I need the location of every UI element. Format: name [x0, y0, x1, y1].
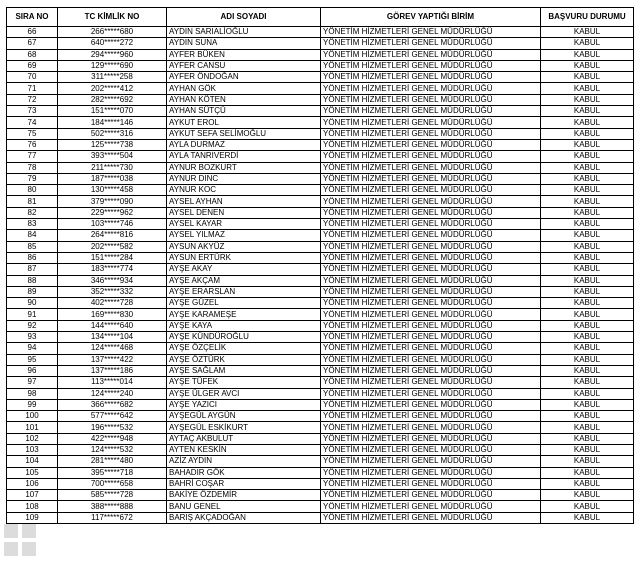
cell-adi-soyadi: BAKİYE ÖZDEMİR	[167, 490, 321, 501]
cell-gorev-birim: YÖNETİM HİZMETLERİ GENEL MÜDÜRLÜĞÜ	[321, 490, 541, 501]
cell-sira-no: 77	[7, 151, 58, 162]
cell-basvuru-durumu: KABUL	[541, 456, 634, 467]
cell-gorev-birim: YÖNETİM HİZMETLERİ GENEL MÜDÜRLÜĞÜ	[321, 286, 541, 297]
cell-gorev-birim: YÖNETİM HİZMETLERİ GENEL MÜDÜRLÜĞÜ	[321, 60, 541, 71]
cell-adi-soyadi: AYŞE GÜZEL	[167, 298, 321, 309]
cell-basvuru-durumu: KABUL	[541, 162, 634, 173]
cell-tc-kimlik-no: 144*****640	[58, 320, 167, 331]
cell-sira-no: 75	[7, 128, 58, 139]
cell-tc-kimlik-no: 422*****948	[58, 433, 167, 444]
cell-basvuru-durumu: KABUL	[541, 139, 634, 150]
cell-tc-kimlik-no: 113*****014	[58, 377, 167, 388]
cell-adi-soyadi: AYSEL AYHAN	[167, 196, 321, 207]
cell-adi-soyadi: AYŞE TÜFEK	[167, 377, 321, 388]
cell-adi-soyadi: AYKUT EROL	[167, 117, 321, 128]
cell-sira-no: 91	[7, 309, 58, 320]
cell-gorev-birim: YÖNETİM HİZMETLERİ GENEL MÜDÜRLÜĞÜ	[321, 230, 541, 241]
cell-basvuru-durumu: KABUL	[541, 490, 634, 501]
cell-basvuru-durumu: KABUL	[541, 320, 634, 331]
cell-sira-no: 95	[7, 354, 58, 365]
cell-gorev-birim: YÖNETİM HİZMETLERİ GENEL MÜDÜRLÜĞÜ	[321, 241, 541, 252]
cell-gorev-birim: YÖNETİM HİZMETLERİ GENEL MÜDÜRLÜĞÜ	[321, 173, 541, 184]
cell-adi-soyadi: AYDIN SARIALİOĞLU	[167, 27, 321, 38]
cell-basvuru-durumu: KABUL	[541, 117, 634, 128]
cell-gorev-birim: YÖNETİM HİZMETLERİ GENEL MÜDÜRLÜĞÜ	[321, 411, 541, 422]
cell-gorev-birim: YÖNETİM HİZMETLERİ GENEL MÜDÜRLÜĞÜ	[321, 49, 541, 60]
cell-tc-kimlik-no: 229*****962	[58, 207, 167, 218]
table-row	[7, 388, 634, 399]
header-tc-kimlik-no: TC KİMLİK NO	[58, 8, 167, 27]
cell-sira-no: 85	[7, 241, 58, 252]
table-row	[7, 467, 634, 478]
cell-gorev-birim: YÖNETİM HİZMETLERİ GENEL MÜDÜRLÜĞÜ	[321, 151, 541, 162]
cell-gorev-birim: YÖNETİM HİZMETLERİ GENEL MÜDÜRLÜĞÜ	[321, 501, 541, 512]
cell-sira-no: 78	[7, 162, 58, 173]
cell-adi-soyadi: AYTEN KESKİN	[167, 444, 321, 455]
cell-gorev-birim: YÖNETİM HİZMETLERİ GENEL MÜDÜRLÜĞÜ	[321, 252, 541, 263]
cell-basvuru-durumu: KABUL	[541, 411, 634, 422]
table-row	[7, 139, 634, 150]
cell-adi-soyadi: AYFER ÖNDOĞAN	[167, 72, 321, 83]
table-row	[7, 83, 634, 94]
cell-sira-no: 80	[7, 185, 58, 196]
cell-gorev-birim: YÖNETİM HİZMETLERİ GENEL MÜDÜRLÜĞÜ	[321, 444, 541, 455]
cell-gorev-birim: YÖNETİM HİZMETLERİ GENEL MÜDÜRLÜĞÜ	[321, 219, 541, 230]
cell-gorev-birim: YÖNETİM HİZMETLERİ GENEL MÜDÜRLÜĞÜ	[321, 275, 541, 286]
cell-gorev-birim: YÖNETİM HİZMETLERİ GENEL MÜDÜRLÜĞÜ	[321, 343, 541, 354]
cell-gorev-birim: YÖNETİM HİZMETLERİ GENEL MÜDÜRLÜĞÜ	[321, 207, 541, 218]
cell-basvuru-durumu: KABUL	[541, 377, 634, 388]
table-row	[7, 512, 634, 523]
cell-basvuru-durumu: KABUL	[541, 83, 634, 94]
cell-gorev-birim: YÖNETİM HİZMETLERİ GENEL MÜDÜRLÜĞÜ	[321, 117, 541, 128]
cell-adi-soyadi: AYNUR DINC	[167, 173, 321, 184]
cell-sira-no: 73	[7, 106, 58, 117]
cell-tc-kimlik-no: 202*****582	[58, 241, 167, 252]
cell-tc-kimlik-no: 402*****728	[58, 298, 167, 309]
cell-tc-kimlik-no: 124*****532	[58, 444, 167, 455]
header-basvuru-durumu: BAŞVURU DURUMU	[541, 8, 634, 27]
cell-adi-soyadi: AYHAN KÖTEN	[167, 94, 321, 105]
cell-adi-soyadi: AYŞE AKAY	[167, 264, 321, 275]
cell-tc-kimlik-no: 388*****888	[58, 501, 167, 512]
cell-adi-soyadi: AZİZ AYDIN	[167, 456, 321, 467]
cell-sira-no: 67	[7, 38, 58, 49]
cell-sira-no: 100	[7, 411, 58, 422]
cell-tc-kimlik-no: 282*****692	[58, 94, 167, 105]
cell-gorev-birim: YÖNETİM HİZMETLERİ GENEL MÜDÜRLÜĞÜ	[321, 422, 541, 433]
cell-sira-no: 66	[7, 27, 58, 38]
cell-gorev-birim: YÖNETİM HİZMETLERİ GENEL MÜDÜRLÜĞÜ	[321, 467, 541, 478]
cell-adi-soyadi: BAHRİ COŞAR	[167, 478, 321, 489]
cell-gorev-birim: YÖNETİM HİZMETLERİ GENEL MÜDÜRLÜĞÜ	[321, 185, 541, 196]
cell-adi-soyadi: AYHAN GÖK	[167, 83, 321, 94]
table-row	[7, 422, 634, 433]
cell-adi-soyadi: AYŞEGÜL ESKİKURT	[167, 422, 321, 433]
cell-adi-soyadi: AYSUN ERTÜRK	[167, 252, 321, 263]
cell-adi-soyadi: AYŞE AKÇAM	[167, 275, 321, 286]
table-body	[7, 27, 634, 524]
table-row	[7, 478, 634, 489]
cell-gorev-birim: YÖNETİM HİZMETLERİ GENEL MÜDÜRLÜĞÜ	[321, 512, 541, 523]
cell-adi-soyadi: AYLA DURMAZ	[167, 139, 321, 150]
table-row	[7, 49, 634, 60]
cell-tc-kimlik-no: 294*****960	[58, 49, 167, 60]
cell-basvuru-durumu: KABUL	[541, 467, 634, 478]
cell-tc-kimlik-no: 379*****090	[58, 196, 167, 207]
cell-tc-kimlik-no: 137*****186	[58, 365, 167, 376]
cell-tc-kimlik-no: 502*****316	[58, 128, 167, 139]
cell-sira-no: 72	[7, 94, 58, 105]
cell-basvuru-durumu: KABUL	[541, 388, 634, 399]
cell-sira-no: 93	[7, 332, 58, 343]
cell-gorev-birim: YÖNETİM HİZMETLERİ GENEL MÜDÜRLÜĞÜ	[321, 38, 541, 49]
cell-adi-soyadi: BARIŞ AKÇADOĞAN	[167, 512, 321, 523]
cell-basvuru-durumu: KABUL	[541, 72, 634, 83]
table-row	[7, 411, 634, 422]
cell-sira-no: 108	[7, 501, 58, 512]
cell-sira-no: 83	[7, 219, 58, 230]
cell-adi-soyadi: AYŞE KÜNDÜROĞLU	[167, 332, 321, 343]
cell-basvuru-durumu: KABUL	[541, 309, 634, 320]
cell-gorev-birim: YÖNETİM HİZMETLERİ GENEL MÜDÜRLÜĞÜ	[321, 388, 541, 399]
table-row	[7, 399, 634, 410]
cell-sira-no: 71	[7, 83, 58, 94]
cell-basvuru-durumu: KABUL	[541, 252, 634, 263]
cell-tc-kimlik-no: 311*****258	[58, 72, 167, 83]
table-row	[7, 298, 634, 309]
cell-sira-no: 74	[7, 117, 58, 128]
cell-basvuru-durumu: KABUL	[541, 478, 634, 489]
cell-basvuru-durumu: KABUL	[541, 94, 634, 105]
cell-tc-kimlik-no: 187*****038	[58, 173, 167, 184]
table-row	[7, 196, 634, 207]
cell-tc-kimlik-no: 211*****730	[58, 162, 167, 173]
table-row	[7, 343, 634, 354]
cell-gorev-birim: YÖNETİM HİZMETLERİ GENEL MÜDÜRLÜĞÜ	[321, 162, 541, 173]
cell-gorev-birim: YÖNETİM HİZMETLERİ GENEL MÜDÜRLÜĞÜ	[321, 320, 541, 331]
cell-adi-soyadi: AYTAÇ AKBULUT	[167, 433, 321, 444]
table-row	[7, 365, 634, 376]
cell-gorev-birim: YÖNETİM HİZMETLERİ GENEL MÜDÜRLÜĞÜ	[321, 433, 541, 444]
cell-tc-kimlik-no: 129*****690	[58, 60, 167, 71]
cell-tc-kimlik-no: 202*****412	[58, 83, 167, 94]
table-row	[7, 128, 634, 139]
cell-sira-no: 76	[7, 139, 58, 150]
cell-sira-no: 87	[7, 264, 58, 275]
cell-gorev-birim: YÖNETİM HİZMETLERİ GENEL MÜDÜRLÜĞÜ	[321, 196, 541, 207]
cell-basvuru-durumu: KABUL	[541, 501, 634, 512]
cell-sira-no: 86	[7, 252, 58, 263]
cell-gorev-birim: YÖNETİM HİZMETLERİ GENEL MÜDÜRLÜĞÜ	[321, 27, 541, 38]
cell-basvuru-durumu: KABUL	[541, 27, 634, 38]
cell-basvuru-durumu: KABUL	[541, 185, 634, 196]
cell-sira-no: 79	[7, 173, 58, 184]
cell-adi-soyadi: BAHADIR GÖK	[167, 467, 321, 478]
cell-adi-soyadi: AYDIN SUNA	[167, 38, 321, 49]
table-row	[7, 275, 634, 286]
cell-sira-no: 97	[7, 377, 58, 388]
cell-adi-soyadi: AYŞE ÖZTÜRK	[167, 354, 321, 365]
cell-sira-no: 94	[7, 343, 58, 354]
cell-gorev-birim: YÖNETİM HİZMETLERİ GENEL MÜDÜRLÜĞÜ	[321, 456, 541, 467]
cell-adi-soyadi: AYŞE KAYA	[167, 320, 321, 331]
cell-basvuru-durumu: KABUL	[541, 38, 634, 49]
cell-sira-no: 88	[7, 275, 58, 286]
table-row	[7, 219, 634, 230]
table-header-row	[7, 8, 634, 27]
cell-gorev-birim: YÖNETİM HİZMETLERİ GENEL MÜDÜRLÜĞÜ	[321, 365, 541, 376]
cell-sira-no: 102	[7, 433, 58, 444]
results-document	[6, 7, 634, 524]
cell-basvuru-durumu: KABUL	[541, 49, 634, 60]
cell-adi-soyadi: AYNUR KOC	[167, 185, 321, 196]
applicant-table	[6, 7, 634, 524]
cell-sira-no: 105	[7, 467, 58, 478]
cell-adi-soyadi: AYŞE SAĞLAM	[167, 365, 321, 376]
table-row	[7, 106, 634, 117]
cell-sira-no: 68	[7, 49, 58, 60]
table-row	[7, 230, 634, 241]
cell-tc-kimlik-no: 640*****272	[58, 38, 167, 49]
cell-sira-no: 81	[7, 196, 58, 207]
cell-tc-kimlik-no: 103*****746	[58, 219, 167, 230]
cell-gorev-birim: YÖNETİM HİZMETLERİ GENEL MÜDÜRLÜĞÜ	[321, 94, 541, 105]
table-row	[7, 433, 634, 444]
cell-adi-soyadi: AYKUT SEFA SELİMOĞLU	[167, 128, 321, 139]
cell-sira-no: 70	[7, 72, 58, 83]
cell-gorev-birim: YÖNETİM HİZMETLERİ GENEL MÜDÜRLÜĞÜ	[321, 298, 541, 309]
cell-tc-kimlik-no: 366*****682	[58, 399, 167, 410]
cell-basvuru-durumu: KABUL	[541, 343, 634, 354]
cell-tc-kimlik-no: 124*****240	[58, 388, 167, 399]
cell-sira-no: 107	[7, 490, 58, 501]
cell-tc-kimlik-no: 585*****728	[58, 490, 167, 501]
table-row	[7, 490, 634, 501]
cell-basvuru-durumu: KABUL	[541, 241, 634, 252]
cell-adi-soyadi: AYFER CANSU	[167, 60, 321, 71]
cell-tc-kimlik-no: 395*****718	[58, 467, 167, 478]
header-gorev-birim: GÖREV YAPTIĞI BİRİM	[321, 8, 541, 27]
cell-basvuru-durumu: KABUL	[541, 286, 634, 297]
cell-tc-kimlik-no: 183*****774	[58, 264, 167, 275]
cell-tc-kimlik-no: 264*****816	[58, 230, 167, 241]
table-row	[7, 27, 634, 38]
cell-basvuru-durumu: KABUL	[541, 264, 634, 275]
cell-sira-no: 104	[7, 456, 58, 467]
table-row	[7, 241, 634, 252]
cell-tc-kimlik-no: 169*****830	[58, 309, 167, 320]
cell-adi-soyadi: AYŞE YAZICI	[167, 399, 321, 410]
cell-gorev-birim: YÖNETİM HİZMETLERİ GENEL MÜDÜRLÜĞÜ	[321, 332, 541, 343]
cell-tc-kimlik-no: 184*****146	[58, 117, 167, 128]
cell-basvuru-durumu: KABUL	[541, 399, 634, 410]
cell-basvuru-durumu: KABUL	[541, 196, 634, 207]
cell-basvuru-durumu: KABUL	[541, 128, 634, 139]
table-row	[7, 162, 634, 173]
cell-sira-no: 98	[7, 388, 58, 399]
cell-basvuru-durumu: KABUL	[541, 60, 634, 71]
cell-tc-kimlik-no: 393*****504	[58, 151, 167, 162]
cell-gorev-birim: YÖNETİM HİZMETLERİ GENEL MÜDÜRLÜĞÜ	[321, 128, 541, 139]
cell-basvuru-durumu: KABUL	[541, 298, 634, 309]
table-row	[7, 456, 634, 467]
cell-basvuru-durumu: KABUL	[541, 106, 634, 117]
cell-adi-soyadi: AYNUR BOZKURT	[167, 162, 321, 173]
cell-adi-soyadi: AYSUN AKYÜZ	[167, 241, 321, 252]
cell-tc-kimlik-no: 130*****458	[58, 185, 167, 196]
cell-adi-soyadi: AYŞEGÜL AYGÜN	[167, 411, 321, 422]
cell-adi-soyadi: AYŞE KARAMEŞE	[167, 309, 321, 320]
cell-tc-kimlik-no: 352*****332	[58, 286, 167, 297]
table-row	[7, 286, 634, 297]
cell-basvuru-durumu: KABUL	[541, 151, 634, 162]
table-row	[7, 38, 634, 49]
cell-basvuru-durumu: KABUL	[541, 332, 634, 343]
table-row	[7, 185, 634, 196]
cell-sira-no: 109	[7, 512, 58, 523]
table-row	[7, 354, 634, 365]
cell-tc-kimlik-no: 266*****680	[58, 27, 167, 38]
cell-sira-no: 84	[7, 230, 58, 241]
cell-sira-no: 92	[7, 320, 58, 331]
cell-gorev-birim: YÖNETİM HİZMETLERİ GENEL MÜDÜRLÜĞÜ	[321, 139, 541, 150]
cell-adi-soyadi: AYŞE ERARSLAN	[167, 286, 321, 297]
cell-tc-kimlik-no: 134*****104	[58, 332, 167, 343]
cell-tc-kimlik-no: 700*****658	[58, 478, 167, 489]
cell-sira-no: 96	[7, 365, 58, 376]
cell-basvuru-durumu: KABUL	[541, 354, 634, 365]
table-row	[7, 377, 634, 388]
cell-basvuru-durumu: KABUL	[541, 219, 634, 230]
cell-adi-soyadi: AYŞE ÖZÇELİK	[167, 343, 321, 354]
cell-gorev-birim: YÖNETİM HİZMETLERİ GENEL MÜDÜRLÜĞÜ	[321, 264, 541, 275]
cell-sira-no: 101	[7, 422, 58, 433]
cell-gorev-birim: YÖNETİM HİZMETLERİ GENEL MÜDÜRLÜĞÜ	[321, 106, 541, 117]
table-row	[7, 444, 634, 455]
cell-basvuru-durumu: KABUL	[541, 173, 634, 184]
cell-basvuru-durumu: KABUL	[541, 444, 634, 455]
cell-sira-no: 69	[7, 60, 58, 71]
cell-adi-soyadi: AYSEL YILMAZ	[167, 230, 321, 241]
table-row	[7, 252, 634, 263]
cell-basvuru-durumu: KABUL	[541, 422, 634, 433]
table-row	[7, 320, 634, 331]
table-row	[7, 264, 634, 275]
table-row	[7, 72, 634, 83]
table-row	[7, 501, 634, 512]
cell-basvuru-durumu: KABUL	[541, 433, 634, 444]
header-adi-soyadi: ADI SOYADI	[167, 8, 321, 27]
cell-sira-no: 90	[7, 298, 58, 309]
cell-adi-soyadi: AYŞE ÜLGER AVCI	[167, 388, 321, 399]
cell-gorev-birim: YÖNETİM HİZMETLERİ GENEL MÜDÜRLÜĞÜ	[321, 399, 541, 410]
cell-gorev-birim: YÖNETİM HİZMETLERİ GENEL MÜDÜRLÜĞÜ	[321, 478, 541, 489]
cell-tc-kimlik-no: 346*****934	[58, 275, 167, 286]
cell-gorev-birim: YÖNETİM HİZMETLERİ GENEL MÜDÜRLÜĞÜ	[321, 72, 541, 83]
cell-tc-kimlik-no: 281*****480	[58, 456, 167, 467]
cell-gorev-birim: YÖNETİM HİZMETLERİ GENEL MÜDÜRLÜĞÜ	[321, 309, 541, 320]
cell-basvuru-durumu: KABUL	[541, 512, 634, 523]
cell-basvuru-durumu: KABUL	[541, 230, 634, 241]
watermark-logo	[2, 518, 58, 558]
cell-tc-kimlik-no: 117*****672	[58, 512, 167, 523]
table-row	[7, 117, 634, 128]
cell-sira-no: 82	[7, 207, 58, 218]
table-row	[7, 332, 634, 343]
cell-adi-soyadi: AYLA TANRIVERDİ	[167, 151, 321, 162]
cell-tc-kimlik-no: 151*****070	[58, 106, 167, 117]
table-row	[7, 94, 634, 105]
cell-sira-no: 89	[7, 286, 58, 297]
cell-tc-kimlik-no: 151*****284	[58, 252, 167, 263]
table-row	[7, 309, 634, 320]
header-sira-no: SIRA NO	[7, 8, 58, 27]
cell-sira-no: 99	[7, 399, 58, 410]
cell-adi-soyadi: AYHAN SÜTÇÜ	[167, 106, 321, 117]
cell-adi-soyadi: AYFER BÜKEN	[167, 49, 321, 60]
cell-tc-kimlik-no: 196*****532	[58, 422, 167, 433]
table-row	[7, 151, 634, 162]
table-row	[7, 207, 634, 218]
cell-adi-soyadi: AYSEL KAYAR	[167, 219, 321, 230]
table-row	[7, 60, 634, 71]
cell-tc-kimlik-no: 125*****738	[58, 139, 167, 150]
cell-sira-no: 106	[7, 478, 58, 489]
cell-basvuru-durumu: KABUL	[541, 365, 634, 376]
cell-basvuru-durumu: KABUL	[541, 275, 634, 286]
cell-adi-soyadi: AYSEL DENEN	[167, 207, 321, 218]
cell-gorev-birim: YÖNETİM HİZMETLERİ GENEL MÜDÜRLÜĞÜ	[321, 83, 541, 94]
table-row	[7, 173, 634, 184]
cell-gorev-birim: YÖNETİM HİZMETLERİ GENEL MÜDÜRLÜĞÜ	[321, 377, 541, 388]
cell-basvuru-durumu: KABUL	[541, 207, 634, 218]
cell-tc-kimlik-no: 124*****468	[58, 343, 167, 354]
cell-tc-kimlik-no: 577*****642	[58, 411, 167, 422]
cell-gorev-birim: YÖNETİM HİZMETLERİ GENEL MÜDÜRLÜĞÜ	[321, 354, 541, 365]
cell-sira-no: 103	[7, 444, 58, 455]
cell-tc-kimlik-no: 137*****422	[58, 354, 167, 365]
cell-adi-soyadi: BANU GENEL	[167, 501, 321, 512]
